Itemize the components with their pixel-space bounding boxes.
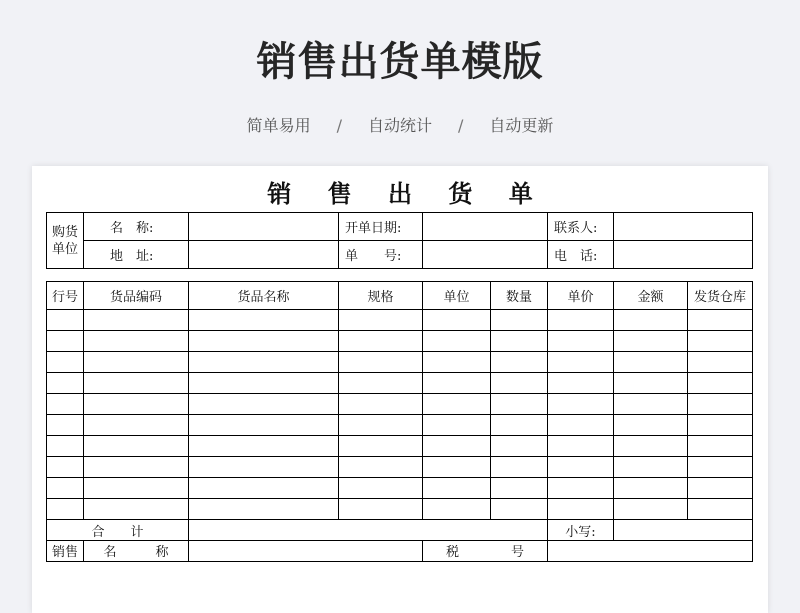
item-cell[interactable] [548, 331, 614, 352]
item-cell[interactable] [339, 331, 423, 352]
item-cell[interactable] [491, 352, 548, 373]
item-cell[interactable] [614, 499, 688, 520]
tag-separator: / [336, 116, 342, 135]
item-cell[interactable] [423, 331, 491, 352]
item-row [47, 394, 753, 415]
item-row [47, 415, 753, 436]
item-cell[interactable] [84, 478, 189, 499]
item-cell[interactable] [339, 499, 423, 520]
item-cell[interactable] [84, 352, 189, 373]
item-cell[interactable] [548, 394, 614, 415]
buyer-name-label: 名 称: [84, 213, 189, 241]
item-row [47, 436, 753, 457]
col-header-line-no: 行号 [47, 282, 84, 310]
tax-number-field[interactable] [548, 541, 753, 562]
tag-auto-update: 自动更新 [489, 116, 554, 135]
seller-name-field[interactable] [189, 541, 423, 562]
item-cell[interactable] [688, 310, 753, 331]
item-row [47, 352, 753, 373]
buyer-info-table [46, 212, 753, 269]
item-row [47, 310, 753, 331]
item-cell[interactable] [339, 394, 423, 415]
item-cell[interactable] [491, 436, 548, 457]
buyer-address-label: 地 址: [84, 241, 189, 269]
item-cell[interactable] [84, 436, 189, 457]
item-cell[interactable] [614, 310, 688, 331]
item-cell[interactable] [491, 499, 548, 520]
col-header-warehouse: 发货仓库 [688, 282, 753, 310]
item-cell[interactable] [339, 457, 423, 478]
item-cell[interactable] [84, 373, 189, 394]
item-cell[interactable] [491, 478, 548, 499]
col-header-spec: 规格 [339, 282, 423, 310]
item-cell[interactable] [189, 310, 339, 331]
item-cell[interactable] [47, 373, 84, 394]
tag-auto-stat: 自动统计 [367, 116, 432, 135]
items-table [46, 281, 753, 562]
item-cell[interactable] [339, 415, 423, 436]
item-cell[interactable] [614, 436, 688, 457]
item-cell[interactable] [84, 394, 189, 415]
item-cell[interactable] [688, 436, 753, 457]
tag-separator: / [458, 116, 464, 135]
item-rows [47, 310, 753, 520]
item-cell[interactable] [423, 436, 491, 457]
col-header-amount: 金额 [614, 282, 688, 310]
item-cell[interactable] [423, 310, 491, 331]
item-row [47, 499, 753, 520]
item-cell[interactable] [688, 478, 753, 499]
item-cell[interactable] [47, 436, 84, 457]
item-cell[interactable] [614, 373, 688, 394]
item-cell[interactable] [47, 310, 84, 331]
col-header-item-name: 货品名称 [189, 282, 339, 310]
item-row [47, 331, 753, 352]
total-label: 合 计 [47, 520, 189, 541]
item-cell[interactable] [84, 415, 189, 436]
item-cell[interactable] [189, 436, 339, 457]
total-amount-uppercase-field[interactable] [189, 520, 548, 541]
item-cell[interactable] [614, 457, 688, 478]
item-row [47, 373, 753, 394]
item-cell[interactable] [189, 499, 339, 520]
order-number-field[interactable] [423, 241, 548, 269]
item-cell[interactable] [339, 373, 423, 394]
page-title: 销售出货单模版 [256, 39, 544, 85]
seller-name-label: 名 称 [84, 541, 189, 562]
item-cell[interactable] [614, 478, 688, 499]
contact-label: 联系人: [548, 213, 614, 241]
item-cell[interactable] [47, 352, 84, 373]
seller-label: 销售 [47, 541, 84, 562]
item-cell[interactable] [548, 415, 614, 436]
order-number-label: 单 号: [339, 241, 423, 269]
item-cell[interactable] [47, 478, 84, 499]
contact-field[interactable] [614, 213, 753, 241]
buyer-label: 购货单位 [47, 213, 84, 269]
item-cell[interactable] [47, 394, 84, 415]
item-cell[interactable] [614, 331, 688, 352]
item-cell[interactable] [339, 352, 423, 373]
phone-field[interactable] [614, 241, 753, 269]
item-cell[interactable] [491, 457, 548, 478]
item-cell[interactable] [189, 394, 339, 415]
item-cell[interactable] [47, 415, 84, 436]
item-cell[interactable] [189, 352, 339, 373]
item-cell[interactable] [47, 331, 84, 352]
col-header-unit-price: 单价 [548, 282, 614, 310]
col-header-quantity: 数量 [491, 282, 548, 310]
item-cell[interactable] [614, 394, 688, 415]
phone-label: 电 话: [548, 241, 614, 269]
item-cell[interactable] [423, 457, 491, 478]
item-cell[interactable] [189, 457, 339, 478]
small-amount-label: 小写: [548, 520, 614, 541]
form-title: 销 售 出 货 单 [267, 179, 547, 208]
item-cell[interactable] [548, 352, 614, 373]
item-cell[interactable] [47, 457, 84, 478]
item-cell[interactable] [491, 394, 548, 415]
buyer-address-field[interactable] [189, 241, 339, 269]
item-cell[interactable] [614, 352, 688, 373]
buyer-name-field[interactable] [189, 213, 339, 241]
item-cell[interactable] [189, 331, 339, 352]
item-cell[interactable] [491, 415, 548, 436]
item-row [47, 478, 753, 499]
item-cell[interactable] [688, 457, 753, 478]
date-label: 开单日期: [339, 213, 423, 241]
item-cell[interactable] [339, 436, 423, 457]
item-cell[interactable] [84, 457, 189, 478]
tax-number-label: 税 号 [423, 541, 548, 562]
item-cell[interactable] [189, 478, 339, 499]
item-cell[interactable] [614, 415, 688, 436]
item-cell[interactable] [688, 352, 753, 373]
item-cell[interactable] [84, 331, 189, 352]
item-cell[interactable] [548, 499, 614, 520]
item-cell[interactable] [423, 499, 491, 520]
col-header-item-code: 货品编码 [84, 282, 189, 310]
item-cell[interactable] [548, 436, 614, 457]
item-cell[interactable] [84, 499, 189, 520]
item-cell[interactable] [189, 415, 339, 436]
item-cell[interactable] [548, 373, 614, 394]
item-cell[interactable] [423, 415, 491, 436]
small-amount-field[interactable] [614, 520, 753, 541]
item-cell[interactable] [548, 478, 614, 499]
item-cell[interactable] [339, 478, 423, 499]
item-cell[interactable] [688, 415, 753, 436]
item-cell[interactable] [491, 331, 548, 352]
form-sheet [32, 166, 768, 613]
item-cell[interactable] [423, 394, 491, 415]
item-cell[interactable] [491, 373, 548, 394]
item-cell[interactable] [688, 373, 753, 394]
item-cell[interactable] [688, 331, 753, 352]
item-cell[interactable] [47, 499, 84, 520]
item-cell[interactable] [491, 310, 548, 331]
tag-easy: 简单易用 [246, 116, 311, 135]
item-cell[interactable] [84, 310, 189, 331]
item-cell[interactable] [423, 478, 491, 499]
item-cell[interactable] [423, 373, 491, 394]
item-cell[interactable] [548, 457, 614, 478]
item-cell[interactable] [548, 310, 614, 331]
item-cell[interactable] [688, 394, 753, 415]
item-row [47, 457, 753, 478]
item-cell[interactable] [189, 373, 339, 394]
item-cell[interactable] [688, 499, 753, 520]
feature-tagline [0, 113, 800, 136]
date-field[interactable] [423, 213, 548, 241]
item-cell[interactable] [339, 310, 423, 331]
item-cell[interactable] [423, 352, 491, 373]
col-header-unit: 单位 [423, 282, 491, 310]
